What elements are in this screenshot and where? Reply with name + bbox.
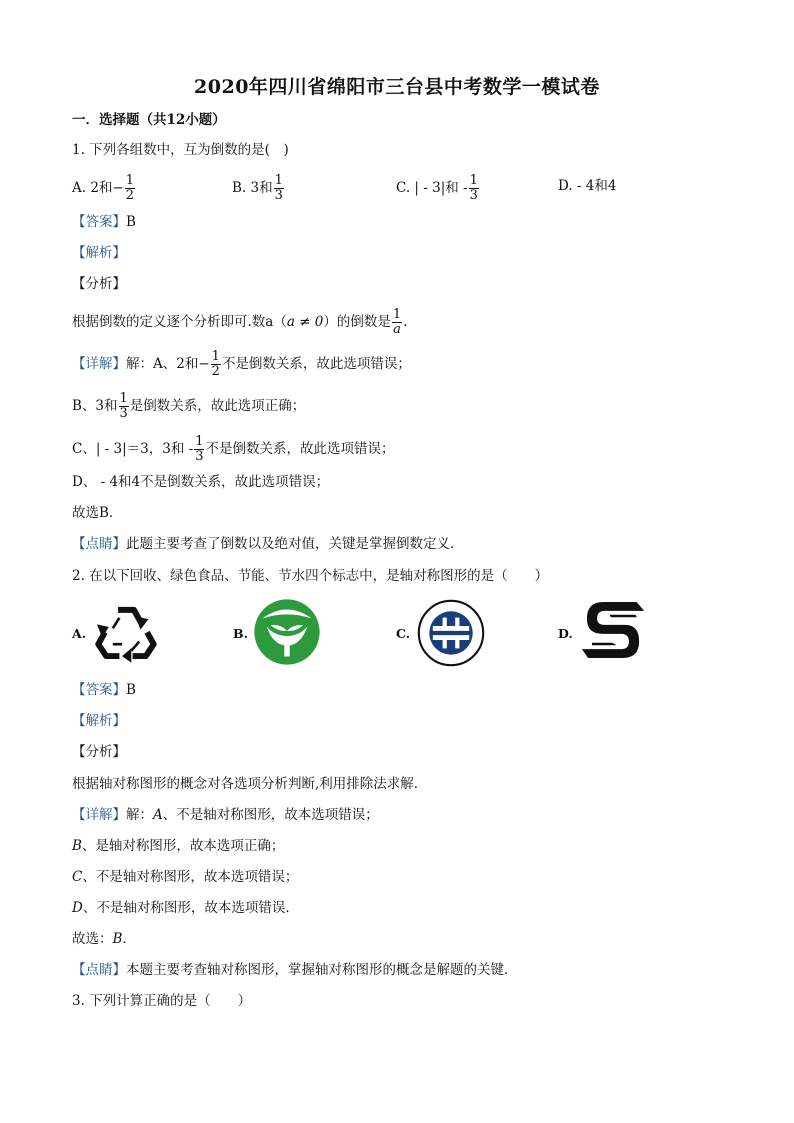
q2-conclusion: 故选：B． [72, 931, 136, 947]
q1-fenxi: 【分析】 [72, 276, 126, 292]
q2-analysis: 根据轴对称图形的概念对各选项分析判断,利用排除法求解． [72, 776, 428, 792]
q1-option-b: B. 3和 $\frac{1}{3}$ [232, 173, 283, 203]
q1-stem: 1. 下列各组数中，互为倒数的是( ) [72, 142, 289, 158]
q1-option-a: A. 2和− $\frac{1}{2}$ [72, 173, 135, 203]
q1-detail-d: D、 - 4和4不是倒数关系，故此选项错误； [72, 474, 330, 490]
energy-saving-icon [416, 598, 486, 668]
q2-fenxi: 【分析】 [72, 744, 126, 760]
q3-stem: 3. 下列计算正确的是（ ） [72, 993, 252, 1009]
section-heading: 一．选择题（共12小题） [72, 112, 226, 128]
q2-comment: 【点睛】本题主要考查轴对称图形，掌握轴对称图形的概念是解题的关键． [72, 962, 518, 978]
q1-answer: 【答案】B [72, 214, 136, 230]
q2-jiexi: 【解析】 [72, 713, 126, 729]
page-title: 2020年四川省绵阳市三台县中考数学一模试卷 [194, 76, 600, 98]
q2-stem: 2. 在以下回收、绿色食品、节能、节水四个标志中，是轴对称图形的是（ ） [72, 568, 549, 584]
q2-answer: 【答案】B [72, 682, 136, 698]
q1-detail-c: C、| - 3|＝3，3和 - $\frac{1}{3}$ 不是倒数关系，故此选项错误； [72, 434, 395, 464]
green-food-icon [253, 598, 321, 666]
recycle-icon [93, 598, 159, 664]
q2-label-a: A. [72, 626, 87, 641]
q1-option-c: C. | - 3|和 - $\frac{1}{3}$ [396, 173, 478, 203]
q2-label-d: D. [558, 626, 573, 641]
q1-analysis: 根据倒数的定义逐个分析即可.数a（a ≠ 0）的倒数是 $\frac{1}{a}$ . [72, 307, 408, 337]
q1-comment: 【点睛】此题主要考查了倒数以及绝对值，关键是掌握倒数定义． [72, 536, 464, 552]
q1-detail-a: 【详解】解：A、2和− $\frac{1}{2}$ 不是倒数关系，故此选项错误； [72, 349, 411, 379]
q1-option-d: D. - 4和4 [558, 178, 617, 194]
q2-label-c: C. [396, 626, 411, 641]
q2-detail-c: C、不是轴对称图形，故本选项错误； [72, 869, 299, 885]
q2-detail-d: D、不是轴对称图形，故本选项错误． [72, 900, 299, 916]
q2-label-b: B. [233, 626, 248, 641]
q2-detail-b: B、是轴对称图形，故本选项正确； [72, 838, 285, 854]
q1-jiexi: 【解析】 [72, 245, 126, 261]
water-saving-icon [578, 598, 648, 662]
q2-detail-a: 【详解】解：A、不是轴对称图形，故本选项错误； [72, 807, 379, 823]
q1-detail-b: B、3和 $\frac{1}{3}$ 是倒数关系，故此选项正确； [72, 391, 306, 421]
q1-conclusion: 故选B． [72, 505, 123, 521]
q2-logo-options [0, 598, 794, 670]
